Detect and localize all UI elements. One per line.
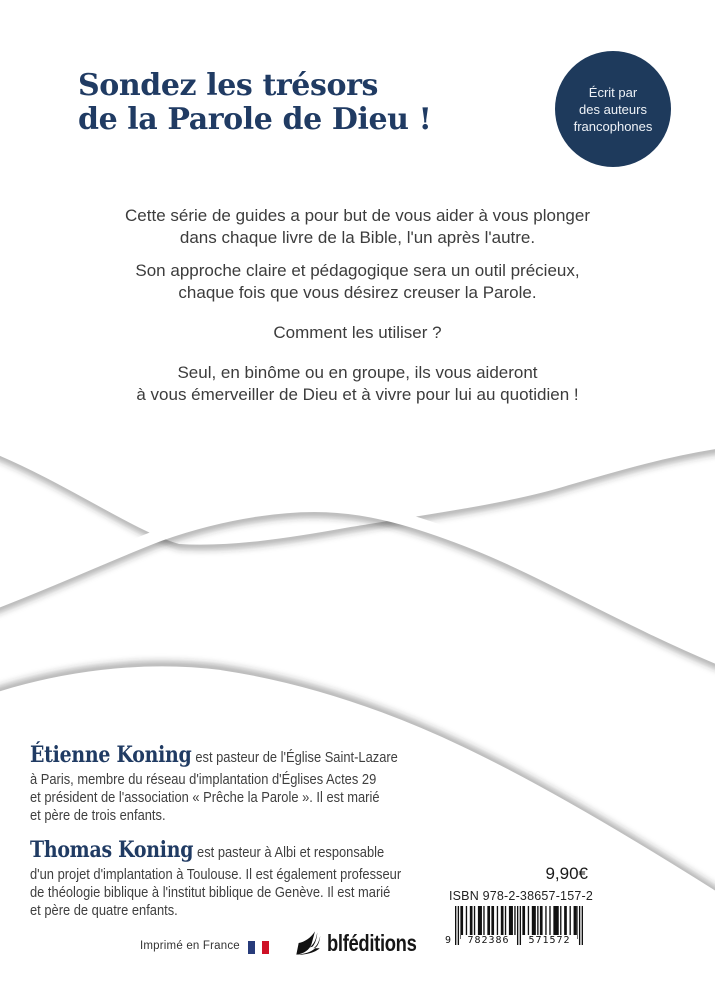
book-pages-icon: [294, 929, 322, 957]
ean-barcode: [445, 906, 583, 948]
printed-in-france-label: Imprimé en France: [140, 940, 240, 952]
author-bio-line: et père de trois enfants.: [30, 807, 166, 824]
badge-line: Écrit par: [588, 84, 638, 100]
intro-paragraph-1: [0, 205, 715, 249]
author-bio-line: est pasteur de l'Église Saint-Lazare: [195, 749, 398, 766]
badge-line: des auteurs: [579, 101, 647, 117]
text-line: à vous émerveiller de Dieu et à vivre pour lui au quotidien !: [136, 385, 579, 404]
authors-badge: [555, 51, 671, 167]
wave-curve-top: [0, 442, 715, 546]
text-line: Seul, en binôme ou en groupe, ils vous aideront: [177, 363, 538, 382]
author-bio-line: de théologie biblique à l'institut biblique de Genève. Il est marié: [30, 884, 391, 901]
author-bio-line: est pasteur à Albi et responsable: [197, 844, 385, 861]
author-bio-line: et président de l'association « Prêche la Parole ». Il est marié: [30, 789, 380, 806]
author-name: Étienne Koning: [30, 742, 192, 768]
barcode-digit: 9: [445, 935, 453, 946]
page-title: [78, 69, 431, 137]
author-bios: [30, 742, 434, 932]
badge-line: francophones: [573, 118, 653, 134]
author-name: Thomas Koning: [30, 837, 194, 863]
french-flag-icon: [248, 941, 270, 954]
text-line: Son approche claire et pédagogique sera un outil précieux,: [135, 261, 580, 280]
author-bio-thomas: [30, 837, 434, 920]
title-line-2: de la Parole de Dieu !: [78, 102, 432, 137]
intro-paragraph-4: [0, 362, 715, 406]
text-line: chaque fois que vous désirez creuser la Parole.: [178, 283, 537, 302]
text-line: Comment les utiliser ?: [273, 323, 442, 342]
barcode-digits-group: 571572: [522, 935, 577, 947]
isbn: ISBN 978-2-38657-157-2: [448, 889, 594, 903]
intro-paragraph-3: [0, 322, 715, 344]
intro-text: [0, 205, 715, 406]
barcode-digits-group: 782386: [461, 935, 516, 947]
publisher-logo: [294, 929, 439, 957]
text-line: Cette série de guides a pour but de vous aider à vous plonger: [125, 206, 590, 225]
author-bio-etienne: [30, 742, 434, 825]
price: 9,90€: [545, 864, 588, 883]
intro-paragraph-2: [0, 260, 715, 304]
publisher-name: blféditions: [327, 929, 417, 956]
text-line: dans chaque livre de la Bible, l'un après l'autre.: [179, 228, 536, 247]
author-bio-line: à Paris, membre du réseau d'implantation d'Églises Actes 29: [30, 771, 377, 788]
title-line-1: Sondez les trésors: [78, 68, 378, 103]
author-bio-line: et père de quatre enfants.: [30, 902, 178, 919]
author-bio-line: d'un projet d'implantation à Toulouse. Il est également professeur: [30, 866, 402, 883]
